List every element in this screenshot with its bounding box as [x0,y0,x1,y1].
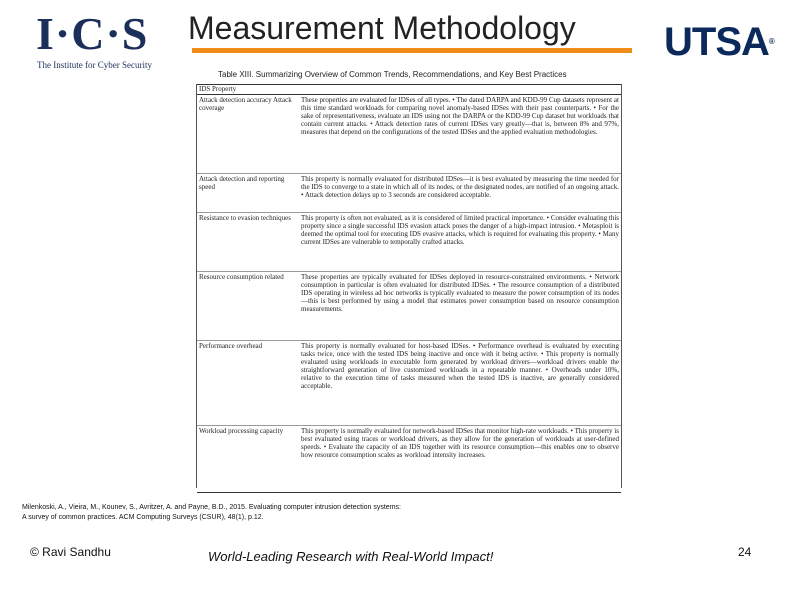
page-number: 24 [738,545,752,559]
title-underline [192,48,632,53]
citation-line-2: A survey of common practices. ACM Computing Surveys (CSUR), 48(1), p.12. [22,514,264,521]
utsa-logo-text: UTSA [664,20,769,64]
registered-mark: ® [768,37,775,46]
table-row [197,272,621,341]
ics-logo-subtitle: The Institute for Cyber Security [37,60,152,70]
ics-logo-letters: I·C·S [36,8,149,59]
citation-line-1: Milenkoski, A., Vieira, M., Kounev, S., Avritzer, A. and Payne, B.D., 2015. Evaluating computer intrusion detection systems: [22,504,401,511]
table-row [197,213,621,272]
property-cell: Resistance to evasion techniques [199,214,291,222]
description-cell: This property is normally evaluated for host-based IDSes. • Performance overhead is evaluated by executing tasks twice, once with the tested IDS being inactive and once with it being active. • This property is normally evaluated using workloads in executable form generated by workload drivers—workload drivers enable the straightforward generation of live customized workloads in a repeatable manner. • Overheads under 10%, relative to the execution time of tasks measured when the tested IDS is inactive, are generally considered acceptable. [301,342,619,391]
description-cell: These properties are typically evaluated for IDSes deployed in resource-constrained environments. • Network consumption in particular is often evaluated for distributed IDSes. • The resource consumption of a distributed IDS operating in wireless ad hoc networks is typically evaluated to measure the power consumption of its nodes—this is best performed by using a model that estimates power consumption based on resource consumption measurements. [301,273,619,314]
description-cell: These properties are evaluated for IDSes of all types. • The dated DARPA and KDD-99 Cup datasets represent at this time standard workloads for comparing novel anomaly-based IDSes with their past counterparts. • For the sake of representativeness, evaluate an IDS using not the DARPA or the KDD-99 Cup dataset but workloads that contain current attacks. • Attack detection rates of current IDSes vary greatly—that is, between 8% and 97%, measures that depend on the configurations of the tested IDSes and the applied evaluation methodologies. [301,96,619,137]
slide-title: Measurement Methodology [188,10,576,46]
ics-logo [34,8,156,72]
description-cell: This property is often not evaluated, as it is considered of limited practical importance. • Consider evaluating this property since a single successful IDS evasion attack poses the danger of a high-impact intrusion. • Metasploit is deemed the optimal tool for executing IDS evasive attacks, which is required for evaluating this property. • Many current IDSes are vulnerable to temporally crafted attacks. [301,214,619,247]
table-caption: Table XIII. Summarizing Overview of Common Trends, Recommendations, and Key Best Practices [218,70,567,79]
footer-author: © Ravi Sandhu [30,545,111,559]
property-cell: Attack detection and reporting speed [199,175,285,192]
description-cell: This property is normally evaluated for distributed IDSes—it is best evaluated by measuring the time needed for the IDS to converge to a state in which all of its nodes, or the designated nodes, are notified of an ongoing attack. • Attack detection delays up to 3 seconds are considered acceptable. [301,175,619,200]
table-header: IDS Property [197,84,621,95]
description-cell: This property is normally evaluated for network-based IDSes that monitor high-rate workloads. • This property is best evaluated using traces or workload drivers, as they allow for the generation of workloads at user-defined speeds. • Evaluate the capacity of an IDS together with its resource consumption—this enables one to observe how resource consumption scales as workload intensity increases. [301,427,619,460]
citation [22,503,401,523]
footer-tagline: World-Leading Research with Real-World Impact! [208,549,494,564]
property-cell: Workload processing capacity [199,427,284,435]
table-row [197,174,621,213]
property-cell: Resource consumption related [199,273,284,281]
table-row [197,95,621,174]
property-cell: Performance overhead [199,342,263,350]
table-row [197,341,621,426]
utsa-logo [664,20,775,64]
property-cell: Attack detection accuracy Attack coverage [199,96,292,113]
summary-table [196,84,622,488]
table-row [197,426,621,493]
